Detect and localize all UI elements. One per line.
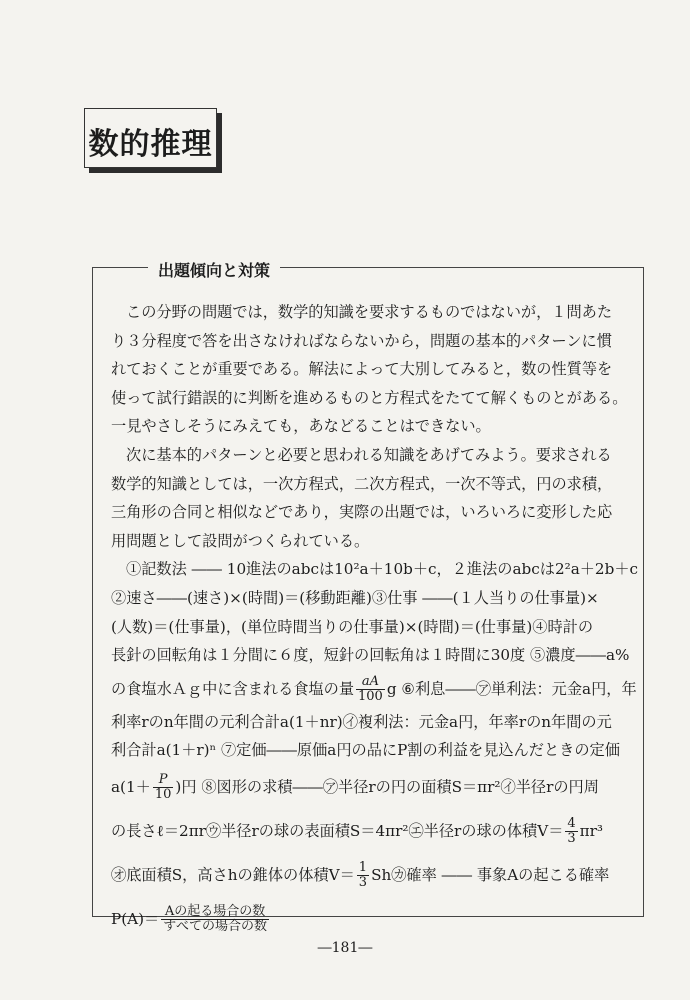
- tips-box-heading: 出題傾向と対策: [148, 258, 280, 281]
- text-line: 三角形の合同と相似などであり，実際の出題では，いろいろに変形した応: [111, 503, 613, 522]
- text-segment: の長さℓ＝2πr㋒半径rの球の表面積S＝4πr²㋓半径rの球の体積V＝: [111, 821, 564, 840]
- text-segment: Sh㋕確率 ―― 事象Aの起こる確率: [371, 865, 610, 884]
- text-segment: g ⑥利息――㋐単利法：元金a円，年: [386, 679, 637, 698]
- fraction-denominator: すべての場合の数: [163, 919, 267, 935]
- fraction-numerator: aA: [356, 675, 385, 690]
- formula-line: [111, 670, 637, 708]
- text-line: 数学的知識としては，一次方程式，二次方程式，一次不等式，円の求積，: [111, 474, 613, 493]
- text-line: 次に基本的パターンと必要と思われる知識をあげてみよう。要求される: [126, 445, 612, 464]
- text-line: れておくことが重要である。解法によって大別してみると，数の性質等を: [111, 360, 613, 379]
- formula-line: 長針の回転角は１分間に６度，短針の回転角は１時間に30度 ⑤濃度――a%: [111, 646, 630, 665]
- fraction: [161, 905, 269, 934]
- formula-line: 利合計a(1＋r)ⁿ ⑦定価――原価a円の品にP割の利益を見込んだときの定価: [111, 741, 620, 760]
- formula-line: [111, 809, 631, 853]
- page-number: ―181―: [317, 940, 373, 956]
- text-line: り３分程度で答を出さなければならないから，問題の基本的パターンに慣: [111, 331, 612, 350]
- fraction-numerator: 4: [567, 816, 576, 832]
- formula-line: [111, 853, 631, 897]
- fraction: [357, 861, 369, 890]
- formula-line: [111, 765, 631, 809]
- fraction-denominator: 3: [358, 875, 368, 891]
- formula-line: (人数)＝(仕事量)，(単位時間当りの仕事量)×(時間)＝(仕事量)④時計の: [111, 617, 594, 636]
- text-segment: ㋔底面積S，高さhの錐体の体積V＝: [111, 865, 355, 884]
- text-segment: πr³: [579, 821, 604, 840]
- fraction-numerator: Aの起る場合の数: [161, 905, 269, 920]
- fraction: [356, 675, 385, 704]
- fraction: [565, 817, 577, 846]
- text-segment: の食塩水Ａｇ中に含まれる食塩の量: [111, 679, 354, 698]
- text-line: 一見やさしそうにみえても，あなどることはできない。: [111, 417, 491, 436]
- fraction-denominator: 3: [567, 831, 576, 847]
- text-line: 用問題として設問がつくられている。: [111, 531, 370, 550]
- tips-content: [111, 298, 639, 941]
- fraction-numerator: 1: [358, 860, 368, 876]
- formula-line: ①記数法 ―― 10進法のabcは10²a＋10b＋c，２進法のabcは2²a＋2b＋c: [126, 560, 639, 579]
- fraction-numerator: P: [153, 773, 174, 788]
- chapter-title-text: 数的推理: [88, 127, 213, 162]
- text-line: 使って試行錯誤的に判断を進めるものと方程式をたてて解くものとがある。: [111, 388, 628, 407]
- formula-line: 利率rのn年間の元利合計a(1＋nr)㋑複利法：元金a円，年率rのn年間の元: [111, 712, 612, 731]
- chapter-title: [84, 108, 217, 168]
- text-segment: P(A)＝: [111, 909, 160, 928]
- text-line: この分野の問題では，数学的知識を要求するものではないが，１問あた: [126, 303, 612, 321]
- text-segment: )円 ⑧図形の求積――㋐半径rの円の面積S＝πr²㋑半径rの円周: [175, 777, 599, 796]
- fraction-denominator: 10: [154, 787, 172, 803]
- fraction: [153, 773, 174, 802]
- formula-line: [111, 897, 631, 941]
- text-segment: a(1＋: [111, 777, 151, 796]
- formula-line: ②速さ――(速さ)×(時間)＝(移動距離)③仕事 ――(１人当りの仕事量)×: [111, 588, 599, 607]
- fraction-denominator: 100: [358, 689, 383, 705]
